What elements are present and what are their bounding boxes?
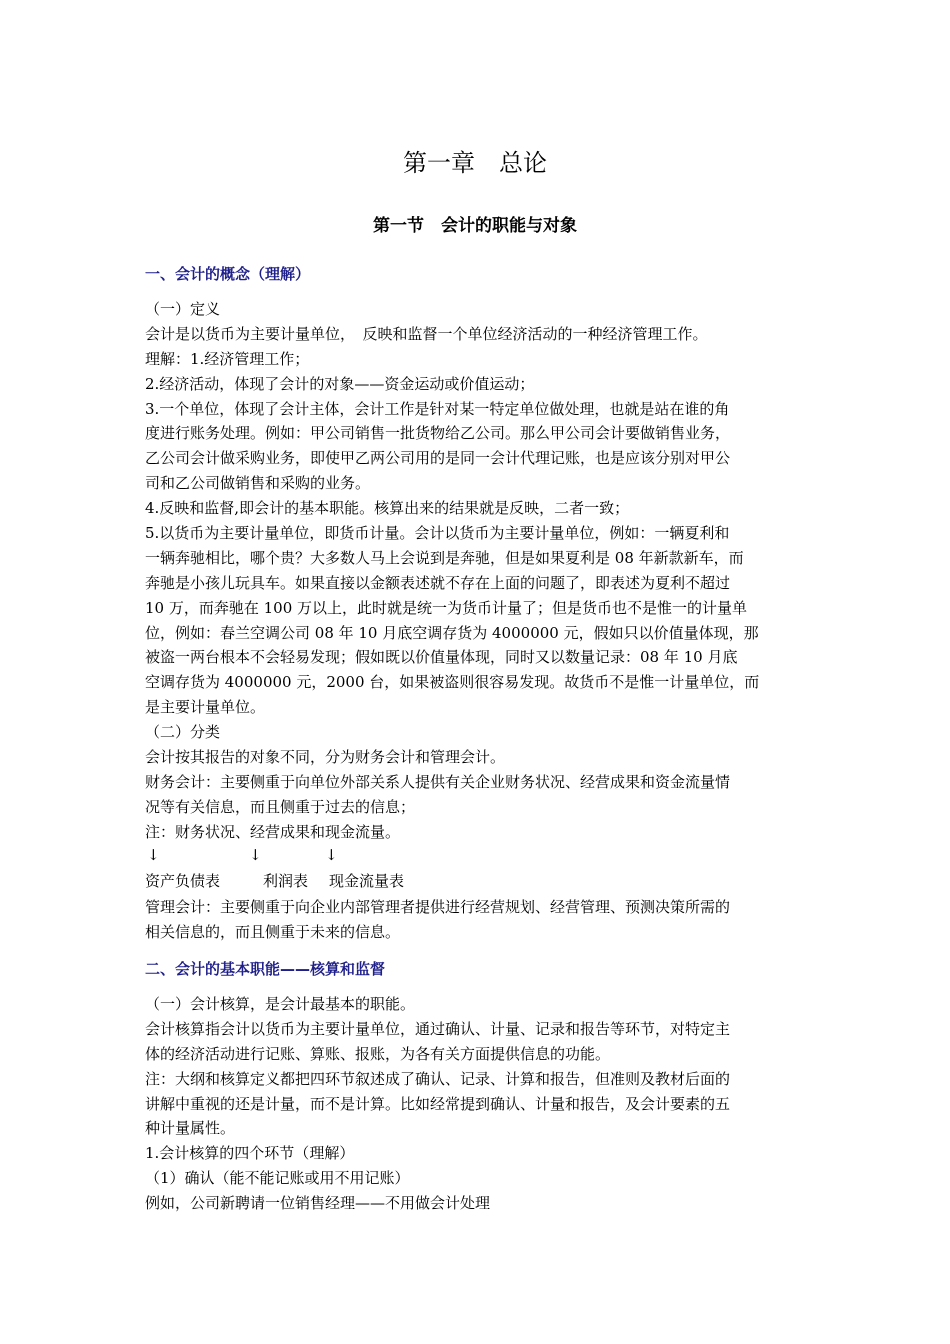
paragraph-block-1	[145, 297, 807, 845]
text-line: 位，例如：春兰空调公司 08 年 10 月底空调存货为 4000000 元，假如只以价值量体现，那	[145, 623, 759, 642]
text-line: 种计量属性。	[145, 1119, 236, 1138]
statement-cash-flow: 现金流量表	[329, 872, 405, 890]
text-line: （一）定义	[145, 300, 221, 318]
text-line: 讲解中重视的还是计量，而不是计算。比如经常提到确认、计量和报告，及会计要素的五	[145, 1094, 731, 1113]
statement-income: 利润表	[263, 872, 309, 890]
text-line: 体的经济活动进行记账、算账、报账，为各有关方面提供信息的功能。	[145, 1044, 611, 1063]
down-arrow-icon: ↓	[147, 846, 160, 864]
text-line: 10 万，而奔驰在 100 万以上，此时就是统一为货币计量了；但是货币也不是惟一的计量单	[145, 598, 748, 617]
paragraph-block-3	[145, 992, 807, 1216]
text-line: （二）分类	[145, 723, 221, 742]
text-line: 会计核算指会计以货币为主要计量单位，通过确认、计量、记录和报告等环节，对特定主	[145, 1019, 731, 1038]
text-line: 况等有关信息，而且侧重于过去的信息；	[145, 797, 416, 816]
text-line: （1）确认（能不能记账或用不用记账）	[145, 1169, 410, 1188]
text-line: 奔驰是小孩儿玩具车。如果直接以金额表述就不存在上面的问题了，即表述为夏利不超过	[145, 573, 731, 592]
statement-balance-sheet: 资产负债表	[145, 872, 221, 890]
chapter-title: 第一章 总论	[403, 149, 547, 177]
section-title: 第一节 会计的职能与对象	[373, 216, 577, 236]
paragraph-block-2	[145, 895, 807, 945]
text-line: 1.会计核算的四个环节（理解）	[145, 1144, 355, 1163]
text-line: 3.一个单位，体现了会计主体，会计工作是针对某一特定单位做处理，也就是站在谁的角	[145, 399, 730, 418]
text-line: 会计按其报告的对象不同，分为财务会计和管理会计。	[145, 748, 506, 767]
text-line: 被盗一两台根本不会轻易发现；假如既以价值量体现，同时又以数量记录：08 年 10 月底	[145, 648, 738, 667]
text-line: 度进行账务处理。例如：甲公司销售一批货物给乙公司。那么甲公司会计要做销售业务，	[145, 424, 731, 443]
text-line: 2.经济活动，体现了会计的对象——资金运动或价值运动；	[145, 374, 535, 393]
text-line: 管理会计：主要侧重于向企业内部管理者提供进行经营规划、经营管理、预测决策所需的	[145, 898, 731, 916]
text-line: 4.反映和监督,即会计的基本职能。核算出来的结果就是反映，二者一致；	[145, 499, 630, 518]
text-line: 乙公司会计做采购业务，即使甲乙两公司用的是同一会计代理记账，也是应该分别对甲公	[145, 449, 731, 468]
text-line: 一辆奔驰相比，哪个贵？大多数人马上会说到是奔驰，但是如果夏利是 08 年新款新车，而	[145, 548, 744, 567]
text-line: 5.以货币为主要计量单位，即货币计量。会计以货币为主要计量单位，例如：一辆夏利和	[145, 524, 730, 543]
text-line: 空调存货为 4000000 元，2000 台，如果被盗则很容易发现。故货币不是惟一计量单位，而	[145, 673, 760, 692]
text-line: 注：大纲和核算定义都把四环节叙述成了确认、记录、计算和报告，但准则及教材后面的	[145, 1069, 731, 1088]
text-line: 例如，公司新聘请一位销售经理——不用做会计处理	[145, 1194, 491, 1213]
heading-concept: 一、会计的概念（理解）	[145, 265, 311, 283]
text-line: 财务会计：主要侧重于向单位外部关系人提供有关企业财务状况、经营成果和资金流量情	[145, 772, 731, 791]
text-line: 理解：1.经济管理工作；	[145, 349, 310, 368]
heading-functions: 二、会计的基本职能——核算和监督	[145, 960, 386, 978]
text-line: 会计是以货币为主要计量单位， 反映和监督一个单位经济活动的一种经济管理工作。	[145, 324, 708, 343]
down-arrow-icon: ↓	[325, 846, 338, 864]
text-line: 相关信息的，而且侧重于未来的信息。	[145, 922, 401, 941]
text-line: 司和乙公司做销售和采购的业务。	[145, 474, 371, 493]
text-line: （一）会计核算，是会计最基本的职能。	[145, 995, 416, 1013]
text-line: 是主要计量单位。	[145, 698, 266, 717]
down-arrow-icon: ↓	[249, 846, 262, 864]
text-line: 注：财务状况、经营成果和现金流量。	[145, 822, 401, 841]
